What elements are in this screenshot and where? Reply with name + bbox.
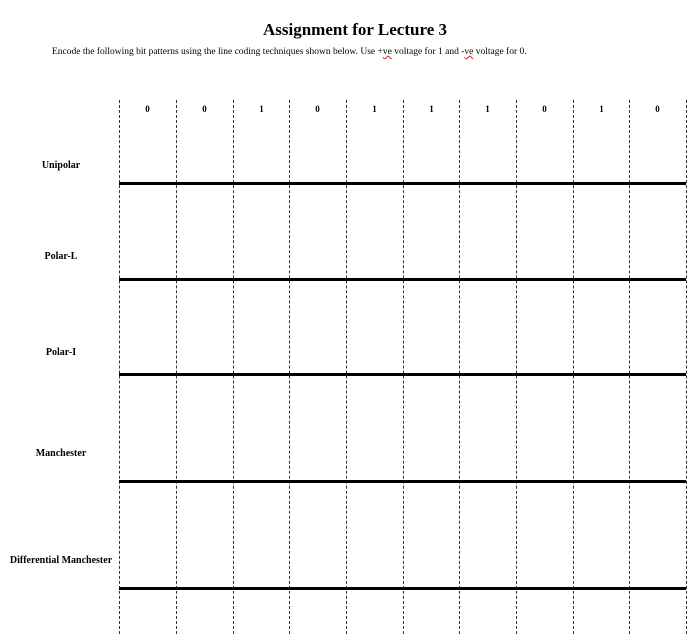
grid-line xyxy=(289,100,290,634)
bit-label: 0 xyxy=(315,104,320,114)
row-label-manchester: Manchester xyxy=(35,448,87,459)
row-label-polar-l: Polar-L xyxy=(44,251,78,262)
bit-label: 0 xyxy=(542,104,547,114)
bit-label: 1 xyxy=(599,104,604,114)
bit-label: 0 xyxy=(655,104,660,114)
grid-line xyxy=(629,100,630,634)
grid-line xyxy=(403,100,404,634)
grid-line xyxy=(119,100,120,634)
instruction-negative-word: ve xyxy=(464,47,474,57)
grid-line xyxy=(686,100,687,634)
bit-label: 1 xyxy=(372,104,377,114)
baseline-polar-i xyxy=(119,373,686,376)
row-label-differential-manchester: Differential Manchester xyxy=(9,555,113,566)
bit-label: 1 xyxy=(485,104,490,114)
bit-label: 1 xyxy=(429,104,434,114)
baseline-differential-manchester xyxy=(119,587,686,590)
row-label-polar-i: Polar-I xyxy=(45,347,77,358)
baseline-polar-l xyxy=(119,278,686,281)
grid-line xyxy=(176,100,177,634)
grid-line xyxy=(573,100,574,634)
instruction-positive-word: ve xyxy=(382,47,392,57)
grid-line xyxy=(459,100,460,634)
grid-line xyxy=(346,100,347,634)
baseline-manchester xyxy=(119,480,686,483)
grid-line xyxy=(233,100,234,634)
bit-label: 1 xyxy=(259,104,264,114)
instruction-text xyxy=(52,47,692,57)
instruction-pre: Encode the following bit patterns using the line coding techniques shown below. Use + xyxy=(52,47,383,57)
row-label-unipolar: Unipolar xyxy=(41,160,81,171)
bit-label: 0 xyxy=(145,104,150,114)
grid-line xyxy=(516,100,517,634)
baseline-unipolar xyxy=(119,182,686,185)
bit-label: 0 xyxy=(202,104,207,114)
instruction-mid: voltage for 1 and - xyxy=(391,47,465,57)
instruction-post: voltage for 0. xyxy=(473,47,527,57)
page-title: Assignment for Lecture 3 xyxy=(263,20,447,39)
